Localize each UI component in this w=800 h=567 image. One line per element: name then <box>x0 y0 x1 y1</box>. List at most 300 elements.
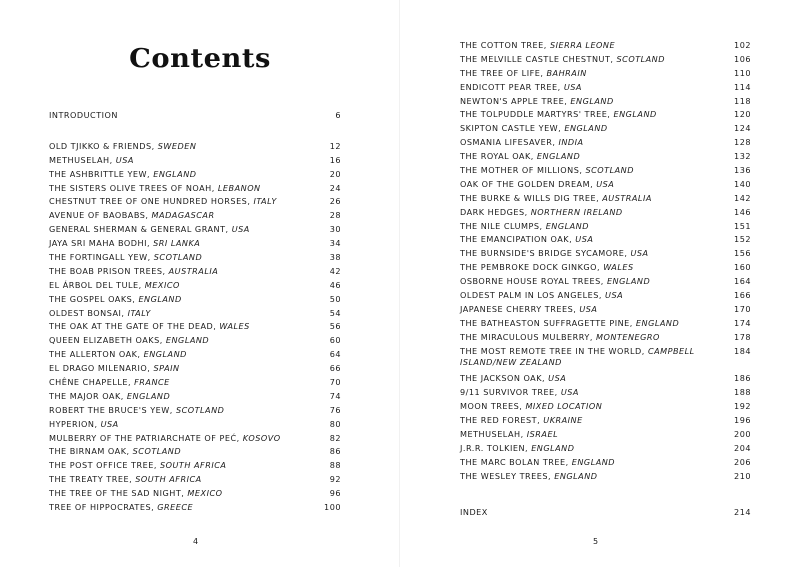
toc-entry <box>460 82 751 96</box>
entry-location: USA <box>115 154 134 165</box>
entry-location: ENGLAND <box>153 168 197 179</box>
toc-entry <box>49 110 341 124</box>
entry-name: JAPANESE CHERRY TREES, <box>460 303 580 314</box>
entry-name: AVENUE OF BAOBABS, <box>49 210 152 221</box>
entry-name: THE BURKE & WILLS DIG TREE, <box>460 192 603 203</box>
entry-location: WALES <box>219 321 250 332</box>
entry-location: SCOTLAND <box>175 404 225 415</box>
toc-entry-title <box>49 110 335 121</box>
toc-entry-page: 42 <box>329 265 341 276</box>
toc-entry-page: 28 <box>329 210 341 221</box>
toc-entry <box>49 280 341 294</box>
entry-location: ENGLAND <box>126 390 171 401</box>
toc-entry-page: 74 <box>329 390 341 401</box>
entry-name: CHESTNUT TREE OF ONE HUNDRED HORSES, <box>49 196 254 207</box>
entry-location: USA <box>100 418 119 429</box>
toc-entry-page: 142 <box>734 192 751 203</box>
toc-entry-page: 160 <box>734 262 751 273</box>
toc-entry-page: 166 <box>734 290 751 301</box>
toc-entry-title <box>49 266 330 277</box>
toc-list-right <box>460 40 751 520</box>
entry-location: KOSOVO <box>242 432 281 443</box>
toc-entry-page: 120 <box>734 109 751 120</box>
toc-entry <box>460 290 751 304</box>
toc-entry-title <box>49 321 330 332</box>
entry-name: THE EMANCIPATION OAK, <box>460 234 576 245</box>
entry-name: THE MOST REMOTE TREE IN THE WORLD, <box>460 345 648 356</box>
toc-entry <box>49 460 341 474</box>
toc-entry-title <box>460 429 734 440</box>
toc-entry-page: 214 <box>734 506 751 517</box>
toc-entry-page: 102 <box>734 40 751 50</box>
entry-location: SIERRA LEONE <box>549 40 616 50</box>
toc-entry-title <box>49 419 330 430</box>
page-number-right: 5 <box>593 537 599 546</box>
toc-entry-title <box>460 387 734 398</box>
toc-entry <box>49 474 341 488</box>
toc-entry-page: 96 <box>329 488 341 499</box>
entry-name: EL ÁRBOL DEL TULE, <box>49 279 145 290</box>
entry-location: USA <box>563 81 582 92</box>
entry-location: SCOTLAND <box>616 53 665 64</box>
toc-entry-page: 128 <box>734 137 751 148</box>
toc-entry-page: 64 <box>329 349 341 360</box>
entry-location: ENGLAND <box>138 293 182 304</box>
toc-entry <box>460 221 751 235</box>
toc-entry <box>460 262 751 276</box>
entry-name: THE RED FOREST, <box>460 415 544 426</box>
toc-entry-page: 200 <box>734 428 751 439</box>
entry-location: ENGLAND <box>531 442 575 453</box>
toc-entry-page: 92 <box>329 474 341 485</box>
toc-entry <box>49 488 341 502</box>
toc-entry-page: 76 <box>329 404 341 415</box>
toc-entry-page: 136 <box>734 165 751 176</box>
entry-name: THE TOLPUDDLE MARTYRS' TREE, <box>460 109 614 120</box>
entry-location: ENGLAND <box>564 123 608 134</box>
toc-entry-title <box>460 248 734 259</box>
toc-entry-page: 156 <box>734 248 751 259</box>
toc-entry-page: 12 <box>329 140 341 151</box>
entry-location: USA <box>575 234 594 245</box>
entry-location: AUSTRALIA <box>602 192 652 203</box>
entry-location: MADAGASCAR <box>151 210 215 221</box>
toc-entry-title <box>49 280 330 291</box>
toc-entry-page: 38 <box>329 252 341 263</box>
toc-entry <box>49 321 341 335</box>
toc-entry <box>49 502 341 516</box>
toc-entry <box>460 373 751 387</box>
entry-name: THE TREE OF THE SAD NIGHT, <box>49 488 188 499</box>
toc-entry-title <box>460 221 734 232</box>
entry-location: ENGLAND <box>571 456 616 467</box>
entry-name: THE BATHEASTON SUFFRAGETTE PINE, <box>460 317 636 328</box>
toc-entry <box>460 123 751 137</box>
toc-entry-title <box>460 304 734 315</box>
toc-spacer <box>460 485 751 507</box>
toc-entry <box>49 391 341 405</box>
entry-name: MULBERRY OF THE PATRIARCHATE OF PEĆ, <box>49 432 243 443</box>
entry-name: OLDEST PALM IN LOS ANGELES, <box>460 290 606 301</box>
toc-entry <box>49 294 341 308</box>
entry-name: METHUSELAH, <box>49 154 116 165</box>
toc-entry <box>49 183 341 197</box>
toc-entry-page: 6 <box>335 110 341 120</box>
entry-location: MEXICO <box>187 488 223 499</box>
entry-name: ENDICOTT PEAR TREE, <box>460 81 564 92</box>
toc-entry-title <box>460 415 734 426</box>
toc-entry-title <box>460 68 734 79</box>
toc-entry <box>49 433 341 447</box>
toc-entry <box>460 40 751 54</box>
toc-entry-page: 66 <box>329 363 341 374</box>
entry-name: OSBORNE HOUSE ROYAL TREES, <box>460 276 607 287</box>
toc-entry <box>49 377 341 391</box>
toc-entry-title <box>49 446 330 457</box>
toc-entry-title <box>49 169 330 180</box>
toc-entry <box>460 507 751 521</box>
entry-location: SPAIN <box>153 363 180 374</box>
entry-name: NEWTON'S APPLE TREE, <box>460 95 571 106</box>
toc-entry-page: 34 <box>329 238 341 249</box>
entry-name: CHÊNE CHAPELLE, <box>49 377 135 388</box>
entry-name: EL DRAGO MILENARIO, <box>49 363 154 374</box>
toc-entry <box>49 169 341 183</box>
toc-entry-title <box>49 377 330 388</box>
entry-location: SOUTH AFRICA <box>159 460 227 471</box>
entry-name: THE SISTERS OLIVE TREES OF NOAH, <box>49 182 218 193</box>
entry-location: USA <box>548 373 567 384</box>
toc-entry-title <box>460 443 734 454</box>
toc-entry-title <box>49 433 330 444</box>
toc-entry-title <box>460 193 734 204</box>
entry-location: GREECE <box>157 502 194 513</box>
toc-entry-page: 26 <box>329 196 341 207</box>
entry-name: JAYA SRI MAHA BODHI, <box>49 238 154 249</box>
entry-location: MIXED LOCATION <box>525 401 603 412</box>
entry-location: ENGLAND <box>635 317 680 328</box>
entry-name: THE GOSPEL OAKS, <box>49 293 139 304</box>
entry-name: THE ROYAL OAK, <box>460 151 537 162</box>
entry-location: MEXICO <box>144 279 180 290</box>
toc-entry-title <box>460 457 734 468</box>
toc-entry-title <box>49 210 330 221</box>
toc-entry <box>460 443 751 457</box>
entry-name: THE ALLERTON OAK, <box>49 349 144 360</box>
entry-name: THE OAK AT THE GATE OF THE DEAD, <box>49 321 220 332</box>
entry-name: TREE OF HIPPOCRATES, <box>49 502 158 513</box>
toc-entry-page: 50 <box>329 293 341 304</box>
entry-location: NORTHERN IRELAND <box>530 206 623 217</box>
entry-name: ROBERT THE BRUCE'S YEW, <box>49 404 176 415</box>
toc-entry <box>460 415 751 429</box>
toc-entry-page: 114 <box>734 81 751 92</box>
toc-entry <box>460 276 751 290</box>
entry-name: OSMANIA LIFESAVER, <box>460 137 559 148</box>
toc-entry <box>49 155 341 169</box>
entry-location: USA <box>231 224 250 235</box>
toc-list-left <box>49 110 341 516</box>
entry-name: THE TREATY TREE, <box>49 474 136 485</box>
toc-entry-title <box>460 123 734 134</box>
entry-name: INDEX <box>460 506 488 517</box>
page-number-left: 4 <box>193 537 199 546</box>
entry-name: OLDEST BONSAI, <box>49 307 128 318</box>
right-page <box>400 0 800 567</box>
toc-entry-title <box>49 502 324 513</box>
toc-entry <box>460 151 751 165</box>
entry-name: OAK OF THE GOLDEN DREAM, <box>460 178 597 189</box>
toc-entry-title <box>49 294 330 305</box>
toc-entry <box>49 405 341 419</box>
entry-name: THE ASHBRITTLE YEW, <box>49 168 154 179</box>
toc-entry-title <box>460 82 734 93</box>
entry-name: THE POST OFFICE TREE, <box>49 460 160 471</box>
toc-entry-title <box>460 290 734 301</box>
toc-entry <box>49 252 341 266</box>
entry-location: MONTENEGRO <box>595 331 660 342</box>
toc-entry-title <box>460 401 734 412</box>
toc-entry-page: 80 <box>329 418 341 429</box>
entry-name: GENERAL SHERMAN & GENERAL GRANT, <box>49 224 232 235</box>
toc-entry-title <box>49 391 330 402</box>
toc-entry-title <box>49 141 330 152</box>
toc-entry <box>460 471 751 485</box>
toc-entry-title <box>460 151 734 162</box>
toc-entry-title <box>460 207 734 218</box>
toc-entry-page: 132 <box>734 151 751 162</box>
entry-name: OLD TJIKKO & FRIENDS, <box>49 140 158 151</box>
entry-location: USA <box>579 303 598 314</box>
entry-location: ISRAEL <box>526 428 559 439</box>
toc-entry-title <box>460 262 734 273</box>
toc-entry-page: 54 <box>329 307 341 318</box>
entry-location: INDIA <box>558 137 584 148</box>
entry-name: THE BIRNAM OAK, <box>49 446 133 457</box>
toc-entry-title <box>49 196 330 207</box>
entry-location: AUSTRALIA <box>168 265 219 276</box>
entry-name: THE COTTON TREE, <box>460 40 550 50</box>
toc-entry <box>460 248 751 262</box>
entry-location: CAMPBELL ISLAND/NEW ZEALAND <box>460 345 695 367</box>
entry-location: ENGLAND <box>606 276 651 287</box>
toc-entry-page: 24 <box>329 182 341 193</box>
entry-name: J.R.R. TOLKIEN, <box>460 442 532 453</box>
entry-location: ENGLAND <box>545 220 589 231</box>
toc-entry <box>49 266 341 280</box>
toc-entry-title <box>49 252 330 263</box>
toc-entry-title <box>460 346 734 368</box>
entry-location: UKRAINE <box>543 415 583 426</box>
entry-name: THE NILE CLUMPS, <box>460 220 546 231</box>
toc-entry <box>460 193 751 207</box>
entry-name: DARK HEDGES, <box>460 206 531 217</box>
entry-location: SCOTLAND <box>132 446 182 457</box>
toc-entry-title <box>460 276 734 287</box>
toc-entry <box>460 346 751 374</box>
entry-location: ENGLAND <box>536 151 581 162</box>
entry-name: QUEEN ELIZABETH OAKS, <box>49 335 166 346</box>
toc-entry-page: 164 <box>734 276 751 287</box>
toc-entry <box>49 335 341 349</box>
toc-entry <box>460 54 751 68</box>
toc-entry <box>49 419 341 433</box>
entry-location: USA <box>630 248 649 259</box>
toc-entry-title <box>460 109 734 120</box>
entry-location: SWEDEN <box>157 140 197 151</box>
entry-location: LEBANON <box>217 182 261 193</box>
toc-entry-page: 206 <box>734 456 751 467</box>
toc-entry <box>460 165 751 179</box>
entry-location: ENGLAND <box>554 470 598 481</box>
toc-entry-page: 188 <box>734 387 751 398</box>
entry-name: METHUSELAH, <box>460 428 527 439</box>
toc-entry-title <box>49 405 330 416</box>
toc-entry-page: 124 <box>734 123 751 134</box>
toc-entry-title <box>460 471 734 482</box>
toc-entry-title <box>460 332 734 343</box>
toc-entry-title <box>49 474 330 485</box>
toc-entry <box>49 210 341 224</box>
entry-name: THE FORTINGALL YEW, <box>49 252 154 263</box>
toc-entry-page: 192 <box>734 401 751 412</box>
toc-entry-page: 140 <box>734 178 751 189</box>
toc-entry-title <box>49 363 330 374</box>
toc-entry <box>460 137 751 151</box>
toc-entry-page: 204 <box>734 442 751 453</box>
toc-entry <box>460 96 751 110</box>
toc-entry-page: 152 <box>734 234 751 245</box>
toc-entry-title <box>460 54 734 65</box>
entry-location: WALES <box>603 262 634 273</box>
entry-location: SCOTLAND <box>153 252 203 263</box>
entry-location: ENGLAND <box>165 335 210 346</box>
contents-title: Contents <box>129 44 271 74</box>
entry-location: ITALY <box>253 196 277 207</box>
entry-name: MOON TREES, <box>460 401 526 412</box>
toc-entry-page: 106 <box>734 53 751 64</box>
toc-entry-title <box>460 165 734 176</box>
toc-entry-title <box>460 373 734 384</box>
toc-entry-title <box>460 40 734 51</box>
toc-entry <box>460 429 751 443</box>
entry-name: THE BOAB PRISON TREES, <box>49 265 169 276</box>
toc-entry-page: 20 <box>329 168 341 179</box>
toc-entry-title <box>49 488 330 499</box>
toc-entry <box>460 304 751 318</box>
entry-name: HYPERION, <box>49 418 101 429</box>
toc-entry-page: 56 <box>329 321 341 332</box>
toc-entry-page: 174 <box>734 317 751 328</box>
toc-entry-title <box>49 335 330 346</box>
entry-location: ITALY <box>127 307 151 318</box>
toc-entry <box>49 446 341 460</box>
toc-entry-title <box>460 507 734 518</box>
entry-location: ENGLAND <box>613 109 657 120</box>
toc-entry <box>49 141 341 155</box>
entry-location: SCOTLAND <box>585 165 634 176</box>
toc-spacer <box>49 124 341 141</box>
toc-entry-title <box>49 308 330 319</box>
entry-name: THE MELVILLE CASTLE CHESTNUT, <box>460 53 617 64</box>
toc-entry-page: 88 <box>329 460 341 471</box>
entry-name: SKIPTON CASTLE YEW, <box>460 123 565 134</box>
entry-location: SOUTH AFRICA <box>135 474 202 485</box>
toc-entry-title <box>49 155 330 166</box>
toc-entry-page: 170 <box>734 303 751 314</box>
entry-location: BAHRAIN <box>546 67 587 78</box>
entry-name: THE JACKSON OAK, <box>460 373 549 384</box>
toc-entry-title <box>460 137 734 148</box>
toc-entry-page: 100 <box>324 502 341 513</box>
entry-name: 9/11 SURVIVOR TREE, <box>460 387 561 398</box>
entry-location: SRI LANKA <box>153 238 201 249</box>
toc-entry-title <box>460 318 734 329</box>
entry-name: THE MOTHER OF MILLIONS, <box>460 165 586 176</box>
toc-entry-page: 70 <box>329 377 341 388</box>
toc-entry <box>49 363 341 377</box>
entry-location: ENGLAND <box>570 95 614 106</box>
toc-entry-title <box>49 183 330 194</box>
toc-entry-page: 196 <box>734 415 751 426</box>
toc-entry <box>460 179 751 193</box>
toc-entry-title <box>49 460 330 471</box>
toc-entry <box>49 238 341 252</box>
toc-entry-page: 184 <box>734 345 751 356</box>
toc-entry <box>460 387 751 401</box>
entry-location: ENGLAND <box>143 349 187 360</box>
toc-entry-page: 86 <box>329 446 341 457</box>
toc-entry <box>460 457 751 471</box>
toc-entry-page: 210 <box>734 470 751 481</box>
toc-entry <box>49 308 341 322</box>
toc-entry-title <box>49 349 330 360</box>
toc-entry-page: 30 <box>329 224 341 235</box>
toc-entry-title <box>460 179 734 190</box>
toc-entry-page: 178 <box>734 331 751 342</box>
toc-entry-title <box>49 238 330 249</box>
toc-entry-title <box>49 224 330 235</box>
toc-entry <box>460 318 751 332</box>
entry-name: THE BURNSIDE'S BRIDGE SYCAMORE, <box>460 248 631 259</box>
toc-entry-page: 146 <box>734 206 751 217</box>
entry-name: THE WESLEY TREES, <box>460 470 555 481</box>
toc-entry <box>460 401 751 415</box>
toc-entry-page: 151 <box>734 220 751 231</box>
toc-entry <box>460 234 751 248</box>
toc-entry <box>49 196 341 210</box>
entry-location: USA <box>596 178 615 189</box>
entry-name: THE MIRACULOUS MULBERRY, <box>460 331 596 342</box>
entry-name: THE TREE OF LIFE, <box>460 67 547 78</box>
entry-location: FRANCE <box>134 377 170 388</box>
toc-entry <box>460 68 751 82</box>
entry-name: THE MAJOR OAK, <box>49 390 127 401</box>
toc-entry-page: 82 <box>329 432 341 443</box>
entry-location: USA <box>560 387 579 398</box>
entry-name: THE PEMBROKE DOCK GINKGO, <box>460 262 604 273</box>
toc-entry <box>460 332 751 346</box>
toc-entry <box>49 349 341 363</box>
toc-entry <box>460 109 751 123</box>
toc-entry-page: 16 <box>329 154 341 165</box>
toc-entry-page: 186 <box>734 373 751 384</box>
entry-name: INTRODUCTION <box>49 110 118 120</box>
toc-entry-page: 110 <box>734 67 751 78</box>
toc-entry <box>49 224 341 238</box>
toc-entry-page: 46 <box>329 279 341 290</box>
toc-entry-page: 118 <box>734 95 751 106</box>
